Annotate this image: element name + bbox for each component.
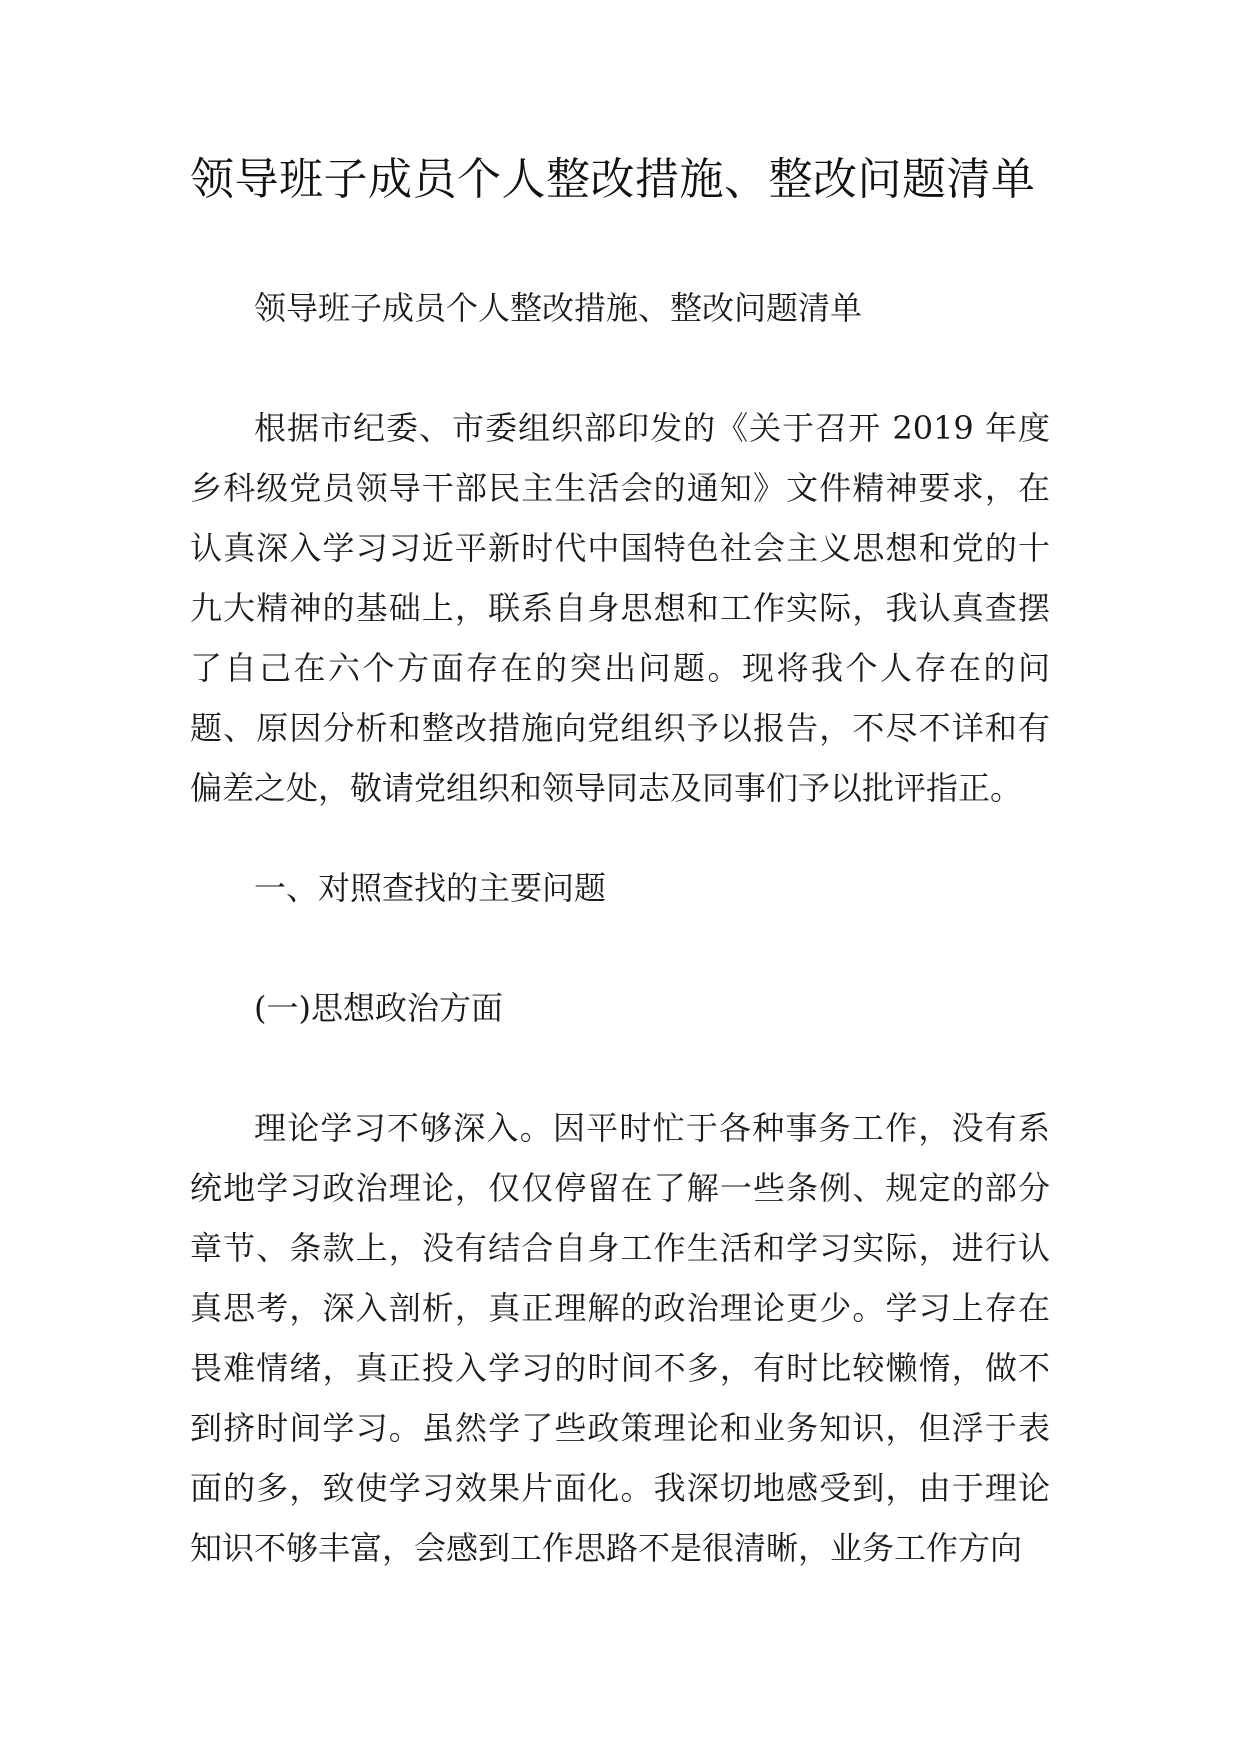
body-paragraph: 理论学习不够深入。因平时忙于各种事务工作，没有系统地学习政治理论，仅仅停留在了解一些条例、规定的部分章节、条款上，没有结合自身工作生活和学习实际，进行认真思考，深入剖析，真正理解的政治理论更少。学习上存在畏难情绪，真正投入学习的时间不多，有时比较懒惰，做不到挤时间学习。虽然学了些政策理论和业务知识，但浮于表面的多，致使学习效果片面化。我深切地感受到，由于理论知识不够丰富，会感到工作思路不是很清晰，业务工作方向 (190, 1109, 1050, 1567)
subtitle-paragraph: 领导班子成员个人整改措施、整改问题清单 (254, 289, 863, 327)
document-title: 领导班子成员个人整改措施、整改问题清单 (190, 154, 1036, 205)
section-heading: 一、对照查找的主要问题 (254, 869, 607, 907)
subsection-heading: (一)思想政治方面 (254, 989, 503, 1027)
intro-paragraph: 根据市纪委、市委组织部印发的《关于召开 2019 年度乡科级党员领导干部民主生活会的通知》文件精神要求，在认真深入学习习近平新时代中国特色社会主义思想和党的十九大精神的基础上，联系自身思想和工作实际，我认真查摆了自己在六个方面存在的突出问题。现将我个人存在的问题、原因分析和整改措施向党组织予以报告，不尽不详和有偏差之处，敬请党组织和领导同志及同事们予以批评指正。 (190, 409, 1050, 807)
